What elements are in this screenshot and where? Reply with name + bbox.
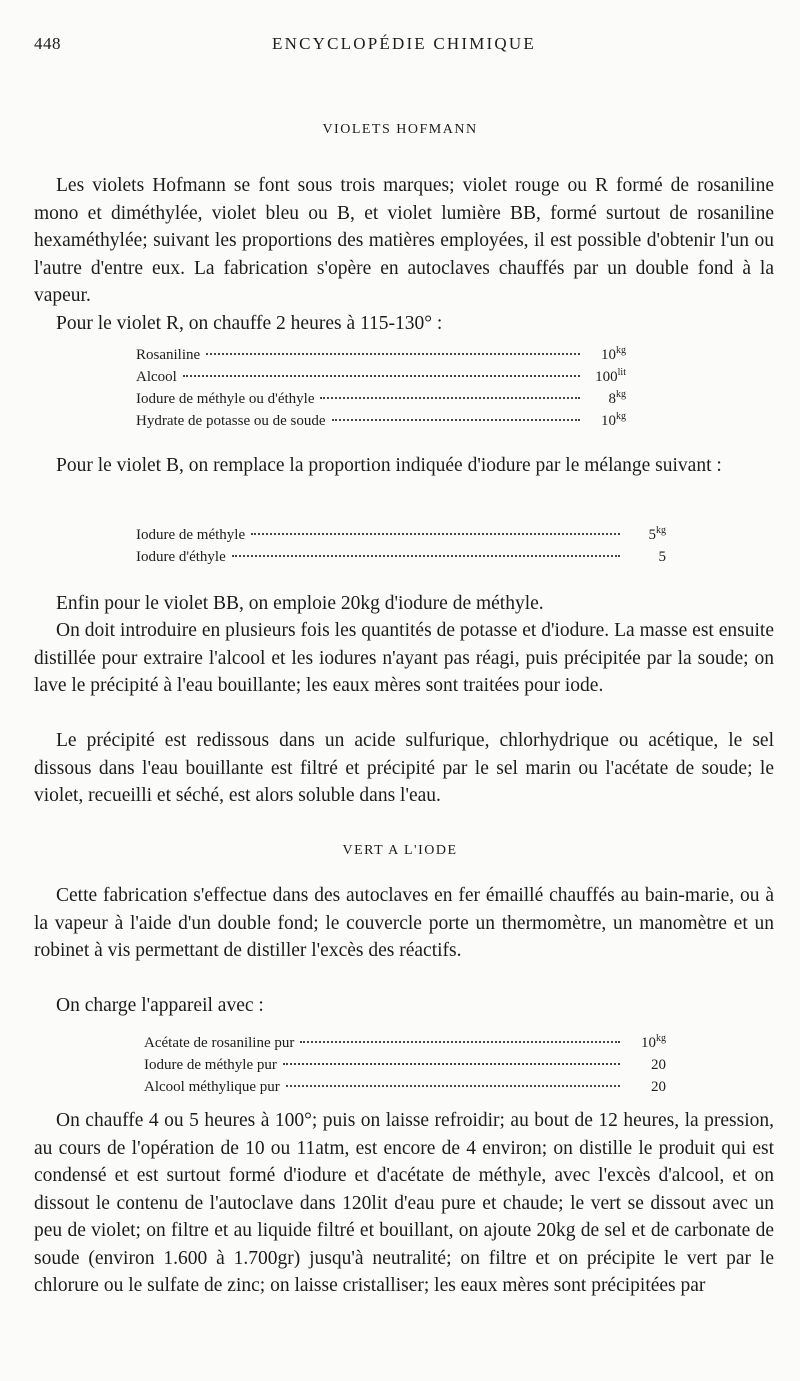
dot-leader — [332, 419, 580, 421]
recipe-row — [144, 1032, 666, 1054]
recipe-row — [136, 388, 626, 410]
recipe-list — [144, 1032, 666, 1098]
dot-leader — [232, 555, 620, 557]
recipe-list — [136, 344, 626, 432]
ingredient-quantity: $10^{kg}$ — [641, 1033, 666, 1051]
dot-leader — [300, 1041, 620, 1043]
ingredient-name: Iodure de méthyle — [136, 527, 246, 543]
recipe-row — [144, 1076, 666, 1098]
ingredient-name: Alcool méthylique pur — [144, 1079, 280, 1095]
section-heading-vert: VERT A L'IODE — [342, 843, 458, 858]
page-number: 448 — [34, 34, 61, 53]
recipe-row — [144, 1054, 666, 1076]
ingredient-quantity: $8^{kg}$ — [608, 389, 626, 407]
paragraph: Le précipité est redissous dans un acide sulfurique, chlorhydrique ou acétique, le sel dissous dans l'eau bouillante est filtré et précipité par le sel marin ou l'acétate de soude; le violet, recueilli et séché, est alors soluble dans l'eau. — [34, 730, 774, 806]
header-title: ENCYCLOPÉDIE CHIMIQUE — [272, 34, 536, 53]
paragraph: Les violets Hofmann se font sous trois marques; violet rouge ou R formé de rosaniline mono et diméthylée, violet bleu ou B, et violet lumière BB, formé surtout de rosaniline hexaméthylée; suivant les proportions des matières employées, il est possible d'obtenir l'un ou l'autre d'entre eux. La fabrication s'opère en autoclaves chauffés par un double fond à la vapeur. — [34, 175, 774, 306]
recipe-row — [136, 410, 626, 432]
ingredient-quantity: 20 — [651, 1079, 666, 1095]
dot-leader — [286, 1085, 620, 1087]
recipe-row — [136, 546, 666, 568]
paragraph: On chauffe 4 ou 5 heures à 100°; puis on laisse refroidir; au bout de 12 heures, la pression, au cours de l'opération de 10 ou 11atm, est encore de 4 environ; on distille le produit qui est condensé et est surtout formé d'iodure et d'acétate de méthyle, avec l'excès d'alcool, et on dissout le contenu de l'autoclave dans 120lit d'eau pure et chaude; le vert se dissout avec un peu de violet; on filtre et au liquide filtré et bouillant, on ajoute 20kg de sel et de carbonate de soude (environ 1.600 à 1.700gr) jusqu'à neutralité; on filtre et on précipite le vert par le chlorure ou le sulfate de zinc; on laisse cristalliser; les eaux mères sont précipitées par — [34, 1110, 774, 1296]
ingredient-quantity: 20 — [651, 1057, 666, 1073]
recipe-row — [136, 524, 666, 546]
ingredient-quantity: $5^{kg}$ — [648, 525, 666, 543]
paragraph: On charge l'appareil avec : — [56, 995, 264, 1016]
paragraph: Pour le violet R, on chauffe 2 heures à 115-130° : — [56, 313, 443, 334]
paragraph: Pour le violet B, on remplace la proportion indiquée d'iodure par le mélange suivant : — [56, 455, 722, 476]
ingredient-name: Acétate de rosaniline pur — [144, 1035, 295, 1051]
recipe-list — [136, 524, 666, 568]
ingredient-name: Alcool — [136, 369, 177, 385]
paragraph: Cette fabrication s'effectue dans des autoclaves en fer émaillé chauffés au bain-marie, ou à la vapeur à l'aide d'un double fond; le couvercle porte un thermomètre, un manomètre et un robinet à vis permettant de distiller l'excès des réactifs. — [34, 885, 774, 961]
ingredient-name: Iodure de méthyle pur — [144, 1057, 277, 1073]
ingredient-quantity: 5 — [658, 549, 666, 565]
ingredient-quantity: $10^{kg}$ — [601, 345, 626, 363]
ingredient-name: Hydrate de potasse ou de soude — [136, 413, 326, 429]
dot-leader — [206, 353, 580, 355]
ingredient-name: Iodure d'éthyle — [136, 549, 226, 565]
dot-leader — [283, 1063, 620, 1065]
paragraph: Enfin pour le violet BB, on emploie 20kg d'iodure de méthyle. — [56, 593, 544, 614]
section-heading-violets: VIOLETS HOFMANN — [322, 122, 478, 137]
dot-leader — [320, 397, 580, 399]
dot-leader — [183, 375, 580, 377]
ingredient-name: Rosaniline — [136, 347, 201, 363]
ingredient-quantity: $10^{kg}$ — [601, 411, 626, 429]
ingredient-quantity: $100^{lit}$ — [595, 367, 626, 385]
recipe-row — [136, 344, 626, 366]
recipe-row — [136, 366, 626, 388]
dot-leader — [251, 533, 620, 535]
paragraph: On doit introduire en plusieurs fois les quantités de potasse et d'iodure. La masse est ensuite distillée pour extraire l'alcool et les iodures n'ayant pas réagi, puis précipitée par la soude; on lave le précipité à l'eau bouillante; les eaux mères sont traitées pour iode. — [34, 620, 774, 696]
ingredient-name: Iodure de méthyle ou d'éthyle — [136, 391, 315, 407]
running-header — [34, 34, 774, 58]
